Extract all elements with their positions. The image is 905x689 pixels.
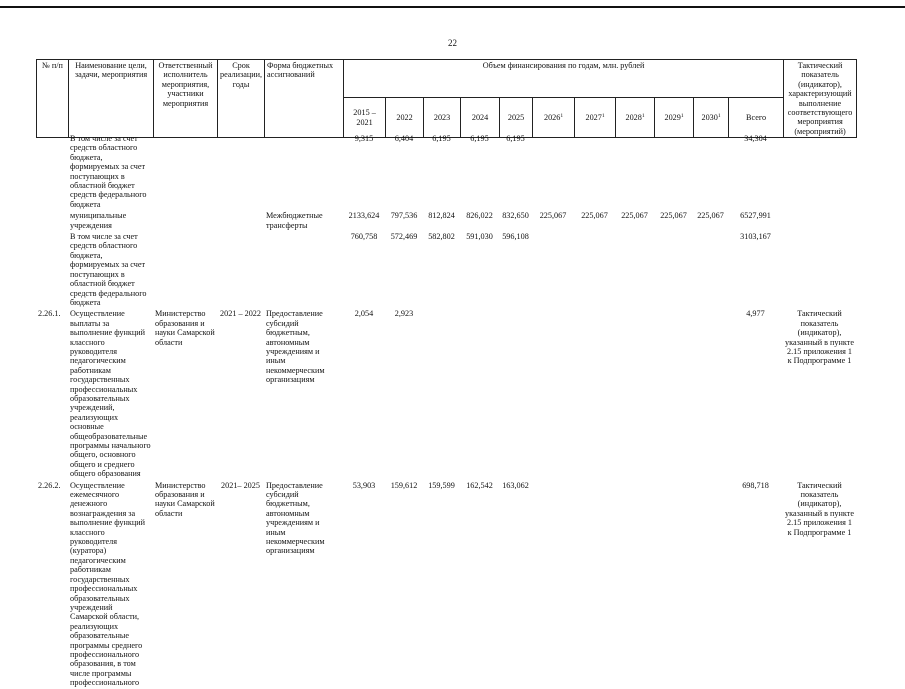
table-row bbox=[36, 480, 856, 689]
row-total: 34,304 bbox=[744, 134, 767, 143]
row-total: 3103,167 bbox=[740, 232, 771, 242]
row-indicator bbox=[783, 210, 856, 231]
row-value: 832,650 bbox=[502, 211, 529, 221]
top-border-line bbox=[0, 6, 905, 8]
year-header: 2024 bbox=[461, 98, 500, 138]
row-value bbox=[615, 308, 654, 479]
row-value bbox=[654, 308, 693, 479]
row-name: Осуществление выплаты за выполнение функций классного руководителя педагогическим работникам государственных профессиональных образовательных учреждений, реализующих основные общеобразовательные программы начального общего, основного общего и среднего общего образования bbox=[70, 309, 151, 479]
row-value bbox=[615, 231, 654, 308]
header-indicator: Тактический показатель (индикатор), характеризующий выполнение соответствующего мероприятия (мероприятий) bbox=[784, 60, 857, 138]
row-value: 812,824 bbox=[428, 211, 455, 221]
table-row bbox=[36, 231, 856, 308]
row-value bbox=[693, 480, 728, 689]
row-value: 225,067 bbox=[697, 211, 724, 221]
header-funding: Объем финансирования по годам, млн. рублей bbox=[344, 60, 784, 98]
row-value bbox=[654, 231, 693, 308]
table-row bbox=[36, 308, 856, 479]
row-responsible bbox=[153, 133, 217, 210]
page-number: 22 bbox=[448, 38, 457, 48]
row-value bbox=[574, 133, 615, 210]
year-header: 2023 bbox=[424, 98, 461, 138]
row-responsible bbox=[153, 231, 217, 308]
row-term: 2021 – 2022 bbox=[220, 309, 261, 319]
row-value: 159,612 bbox=[390, 480, 418, 490]
row-form: Межбюджетные трансферты bbox=[266, 211, 323, 230]
row-value: 572,469 bbox=[390, 232, 418, 242]
row-total: 6527,991 bbox=[740, 211, 771, 221]
row-value: 2,054 bbox=[354, 309, 374, 319]
row-indicator bbox=[783, 133, 856, 210]
row-value: 6,195 bbox=[506, 134, 525, 143]
row-number bbox=[36, 231, 68, 308]
year-header: 2030$^1$ bbox=[694, 98, 729, 138]
row-indicator: Тактический показатель (индикатор), указанный в пункте 2.15 приложения 1 к Подпрограмме 1 bbox=[785, 480, 854, 537]
row-number bbox=[36, 210, 68, 231]
row-total: 4,977 bbox=[746, 309, 765, 319]
table-body bbox=[36, 133, 856, 689]
row-term: 2021– 2025 bbox=[221, 480, 260, 490]
row-value bbox=[423, 308, 460, 479]
row-value: 6,195 bbox=[470, 134, 489, 143]
row-term bbox=[217, 231, 264, 308]
row-value: 53,903 bbox=[352, 480, 376, 490]
row-value: 2,923 bbox=[394, 309, 414, 319]
row-value bbox=[499, 308, 532, 479]
table-header bbox=[36, 59, 857, 138]
row-responsible: Министерство образования и науки Самарской области bbox=[155, 480, 215, 518]
row-form: Предоставление субсидий бюджетным, автономным учреждениям и иным некоммерческим организациям bbox=[266, 309, 325, 385]
row-number: 2.26.1. bbox=[38, 309, 61, 319]
row-value: 9,315 bbox=[354, 134, 374, 143]
row-form: Предоставление субсидий бюджетным, автономным учреждениям и иным некоммерческим организациям bbox=[266, 480, 325, 556]
row-value: 591,030 bbox=[466, 232, 493, 242]
year-header: 2022 bbox=[386, 98, 424, 138]
row-value bbox=[574, 231, 615, 308]
year-header: 2026$^1$ bbox=[533, 98, 575, 138]
row-name: муниципальные учреждения bbox=[70, 211, 127, 230]
row-value: 6,195 bbox=[432, 134, 451, 143]
header-responsible: Ответственный исполнитель мероприятия, участники мероприятия bbox=[154, 60, 218, 138]
row-value: 162,542 bbox=[466, 480, 493, 490]
row-value bbox=[574, 480, 615, 689]
row-value bbox=[615, 133, 654, 210]
year-header: 2015 – 2021 bbox=[344, 98, 386, 138]
row-form bbox=[264, 231, 343, 308]
row-value: 225,067 bbox=[621, 211, 648, 221]
year-header-total: Всего bbox=[729, 98, 784, 138]
row-value bbox=[574, 308, 615, 479]
row-responsible bbox=[153, 210, 217, 231]
row-value bbox=[532, 308, 574, 479]
header-form: Форма бюджетных ассигнований bbox=[265, 60, 344, 138]
row-name: В том числе за счет средств областного бюджета, формируемых за счет поступающих в областной бюджет средств федерального бюджета bbox=[70, 232, 147, 307]
row-total: 698,718 bbox=[742, 480, 769, 490]
row-value: 6,404 bbox=[394, 134, 414, 143]
row-value: 225,067 bbox=[660, 211, 687, 221]
row-value bbox=[615, 480, 654, 689]
header-name: Наименование цели, задачи, мероприятия bbox=[69, 60, 154, 138]
row-value bbox=[532, 231, 574, 308]
row-value bbox=[693, 231, 728, 308]
row-value bbox=[693, 133, 728, 210]
row-value bbox=[654, 133, 693, 210]
row-name: Осуществление ежемесячного денежного вознаграждения за выполнение функций классного руководителя (куратора) педагогическим работникам государственных профессиональных образовательных учреждений Самарской области, реализующих образовательные программы среднего профессионального образования, в том числе программы профессионального bbox=[70, 480, 145, 688]
row-value: 159,599 bbox=[428, 480, 455, 490]
row-value: 225,067 bbox=[539, 211, 567, 221]
row-value: 797,536 bbox=[390, 211, 418, 221]
year-header: 2027$^1$ bbox=[575, 98, 616, 138]
row-indicator: Тактический показатель (индикатор), указанный в пункте 2.15 приложения 1 к Подпрограмме 1 bbox=[785, 309, 854, 366]
row-number bbox=[36, 133, 68, 210]
row-value: 582,802 bbox=[428, 232, 455, 242]
row-value: 2133,624 bbox=[348, 211, 380, 221]
row-value: 225,067 bbox=[581, 211, 608, 221]
row-name: В том числе за счет средств областного бюджета, формируемых за счет поступающих в областной бюджет средств федерального бюджета bbox=[70, 134, 147, 209]
header-num: № п/п bbox=[37, 60, 69, 138]
row-form bbox=[264, 133, 343, 210]
row-value bbox=[693, 308, 728, 479]
row-value: 596,108 bbox=[502, 232, 529, 242]
row-indicator bbox=[783, 231, 856, 308]
row-value bbox=[532, 133, 574, 210]
row-responsible: Министерство образования и науки Самарской области bbox=[155, 309, 215, 347]
row-value: 826,022 bbox=[466, 211, 493, 221]
row-value bbox=[460, 308, 499, 479]
year-header: 2028$^1$ bbox=[616, 98, 655, 138]
row-term bbox=[217, 210, 264, 231]
header-term: Срок реализации, годы bbox=[218, 60, 265, 138]
year-header: 2029$^1$ bbox=[655, 98, 694, 138]
table-row bbox=[36, 133, 856, 210]
row-number: 2.26.2. bbox=[38, 480, 61, 490]
table-row bbox=[36, 210, 856, 231]
row-term bbox=[217, 133, 264, 210]
row-value bbox=[532, 480, 574, 689]
year-header: 2025 bbox=[500, 98, 533, 138]
row-value: 163,062 bbox=[502, 480, 529, 490]
row-value bbox=[654, 480, 693, 689]
row-value: 760,758 bbox=[350, 232, 378, 242]
